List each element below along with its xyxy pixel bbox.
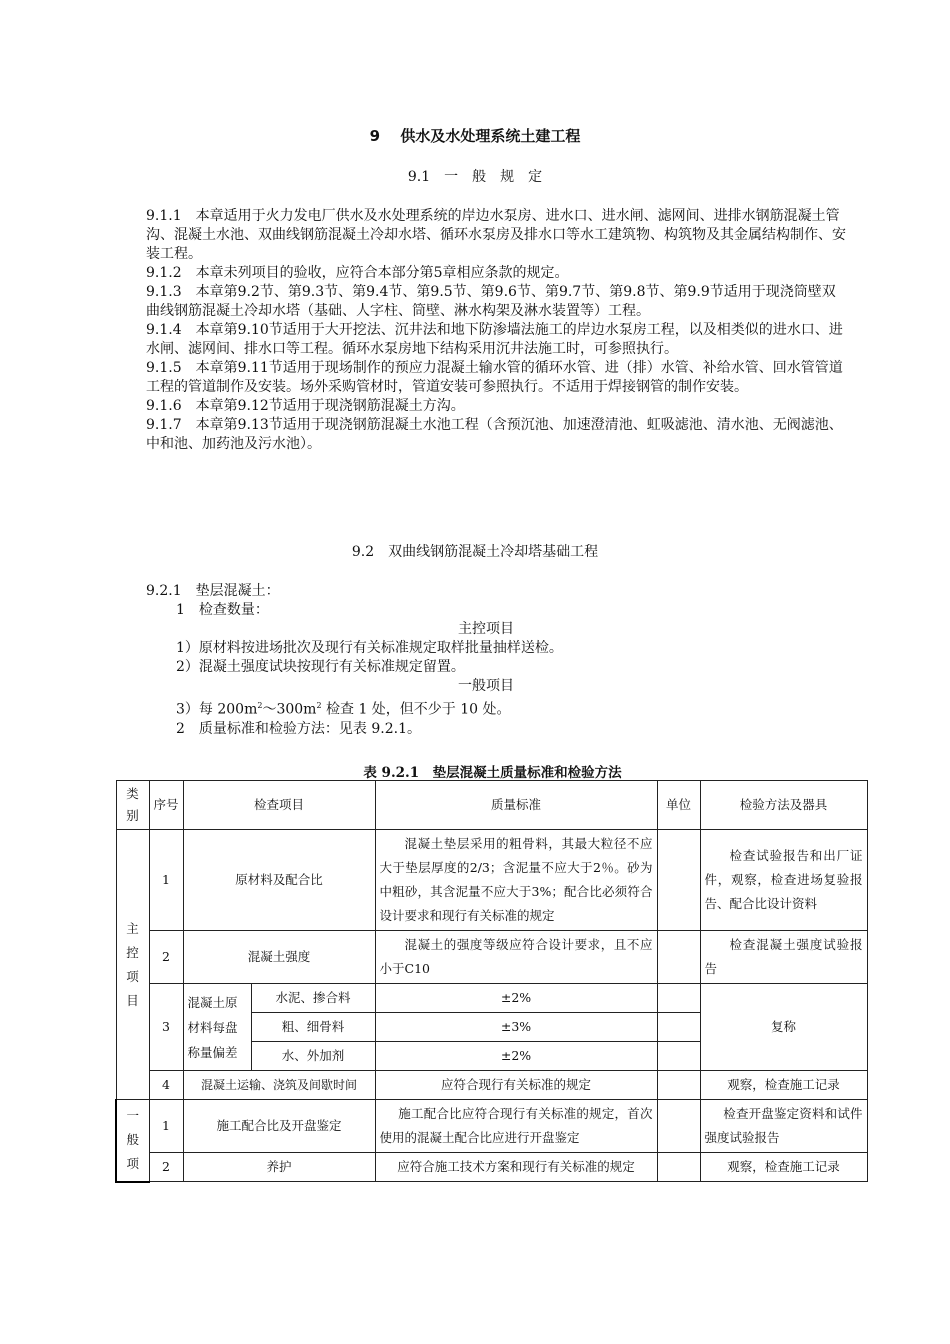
row-group: 混凝土原材料每盘称量偏差 <box>183 984 251 1071</box>
row-method: 复称 <box>700 984 867 1071</box>
row-item: 混凝土强度 <box>183 931 375 984</box>
row-standard: ±3% <box>375 1013 657 1042</box>
section-9-2-body <box>146 582 846 739</box>
row-unit <box>657 1042 700 1071</box>
chapter-title: 9 供水及水处理系统土建工程 <box>369 127 581 145</box>
clause-9-2-1: 9.2.1 垫层混凝土： <box>146 583 280 599</box>
row-standard: ±2% <box>375 1042 657 1071</box>
superscript-2a: 2 <box>257 701 263 710</box>
table-row <box>116 984 867 1013</box>
row-unit <box>657 1153 700 1182</box>
paragraph-9-1-6: 9.1.6 本章第9.12节适用于现浇钢筋混凝土方沟。 <box>146 398 465 414</box>
general-items-heading: 一般项目 <box>458 678 514 694</box>
row-method: 检查试验报告和出厂证件，观察，检查进场复验报告、配合比设计资料 <box>700 830 867 931</box>
section-9-1-body <box>146 207 846 454</box>
rule-line-3 <box>146 696 846 720</box>
section-9-2-title: 9.2 双曲线钢筋混凝土冷却塔基础工程 <box>351 544 599 560</box>
row-item: 施工配合比及开盘鉴定 <box>183 1100 375 1153</box>
table-row <box>116 931 867 984</box>
row-unit <box>657 1071 700 1100</box>
row-no: 1 <box>149 1100 183 1153</box>
row-unit <box>657 1013 700 1042</box>
header-no: 序号 <box>149 781 183 830</box>
paragraph-9-1-5: 9.1.5 本章第9.11节适用于现场制作的预应力混凝土输水管的循环水管、进（排）水管、补给水管、回水管管道工程的管道制作及安装。场外采购管材时，管道安装可参照执行。不适用于焊接钢管的制作安装。 <box>146 360 843 395</box>
row-method: 观察，检查施工记录 <box>700 1071 867 1100</box>
row-item: 原材料及配合比 <box>183 830 375 931</box>
row-standard: 混凝土垫层采用的粗骨料，其最大粒径不应大于垫层厚度的2/3；含泥量不应大于2％。砂为中粗砂，其含泥量不应大于3%；配合比必须符合设计要求和现行有关标准的规定 <box>375 830 657 931</box>
row-standard: ±2% <box>375 984 657 1013</box>
paragraph-9-1-7: 9.1.7 本章第9.13节适用于现浇钢筋混凝土水池工程（含预沉池、加速澄清池、虹吸滤池、清水池、无阀滤池、中和池、加药池及污水池）。 <box>146 417 843 452</box>
paragraph-9-1-4: 9.1.4 本章第9.10节适用于大开挖法、沉井法和地下防渗墙法施工的岸边水泵房工程，以及相类似的进水口、进水闸、滤网间、排水口等工程。循环水泵房地下结构采用沉井法施工时，可参照执行。 <box>146 322 843 357</box>
superscript-2b: 2 <box>316 701 322 710</box>
check-quantity-heading: 1 检查数量： <box>176 602 269 618</box>
table-header-row <box>116 781 867 830</box>
rule-line-3-mid: ～300m <box>262 701 317 718</box>
row-subitem: 水、外加剂 <box>251 1042 375 1071</box>
row-subitem: 粗、细骨料 <box>251 1013 375 1042</box>
row-standard: 施工配合比应符合现行有关标准的规定，首次使用的混凝土配合比应进行开盘鉴定 <box>375 1100 657 1153</box>
row-standard: 应符合现行有关标准的规定 <box>375 1071 657 1100</box>
header-unit: 单位 <box>657 781 700 830</box>
row-unit <box>657 1100 700 1153</box>
row-unit <box>657 931 700 984</box>
row-method: 检查开盘鉴定资料和试件强度试验报告 <box>700 1100 867 1153</box>
rule-line-3-pre: 3）每 200m <box>176 701 258 718</box>
table-row <box>116 1153 867 1182</box>
row-no: 2 <box>149 931 183 984</box>
row-item: 混凝土运输、浇筑及间歇时间 <box>183 1071 375 1100</box>
quality-standard-line: 2 质量标准和检验方法：见表 9.2.1。 <box>176 720 421 737</box>
row-unit <box>657 830 700 931</box>
row-no: 1 <box>149 830 183 931</box>
paragraph-9-1-2: 9.1.2 本章未列项目的验收，应符合本部分第5章相应条款的规定。 <box>146 265 569 281</box>
row-item: 养护 <box>183 1153 375 1182</box>
table-row <box>116 830 867 931</box>
paragraph-9-1-1: 9.1.1 本章适用于火力发电厂供水及水处理系统的岸边水泵房、进水口、进水闸、滤网间、进排水钢筋混凝土管沟、混凝土水池、双曲线钢筋混凝土冷却水塔、循环水泵房及排水口等水工建筑物、构筑物及其金属结构制作、安装工程。 <box>146 208 846 262</box>
table-row <box>116 1100 867 1153</box>
rule-line-2: 2）混凝土强度试块按现行有关标准规定留置。 <box>176 659 465 675</box>
rule-line-1: 1）原材料按进场批次及现行有关标准规定取样批量抽样送检。 <box>176 640 563 656</box>
header-standard: 质量标准 <box>375 781 657 830</box>
header-method: 检验方法及器具 <box>700 781 867 830</box>
row-unit <box>657 984 700 1013</box>
row-standard: 混凝土的强度等级应符合设计要求，且不应小于C10 <box>375 931 657 984</box>
row-method: 观察，检查施工记录 <box>700 1153 867 1182</box>
table-row <box>116 1071 867 1100</box>
rule-line-3-post: 检查 1 处，但不少于 10 处。 <box>321 701 511 718</box>
row-subitem: 水泥、掺合料 <box>251 984 375 1013</box>
row-no: 3 <box>149 984 183 1071</box>
table-caption: 表 9.2.1 垫层混凝土质量标准和检验方法 <box>363 765 622 781</box>
paragraph-9-1-3: 9.1.3 本章第9.2节、第9.3节、第9.4节、第9.5节、第9.6节、第9.7节、第9.8节、第9.9节适用于现浇筒壁双曲线钢筋混凝土冷却水塔（基础、人字柱、筒壁、淋水构架及淋水装置等）工程。 <box>146 284 836 319</box>
main-items-heading: 主控项目 <box>458 621 514 637</box>
section-9-1-title: 9.1 一 般 规 定 <box>407 169 543 185</box>
main-items-category: 主控项目 <box>116 830 149 1100</box>
row-no: 2 <box>149 1153 183 1182</box>
general-items-category: 一般项 <box>116 1100 149 1182</box>
row-method: 检查混凝土强度试验报告 <box>700 931 867 984</box>
row-standard: 应符合施工技术方案和现行有关标准的规定 <box>375 1153 657 1182</box>
header-category: 类别 <box>116 781 149 830</box>
row-no: 4 <box>149 1071 183 1100</box>
header-item: 检查项目 <box>183 781 375 830</box>
quality-standard-table <box>115 780 868 1183</box>
